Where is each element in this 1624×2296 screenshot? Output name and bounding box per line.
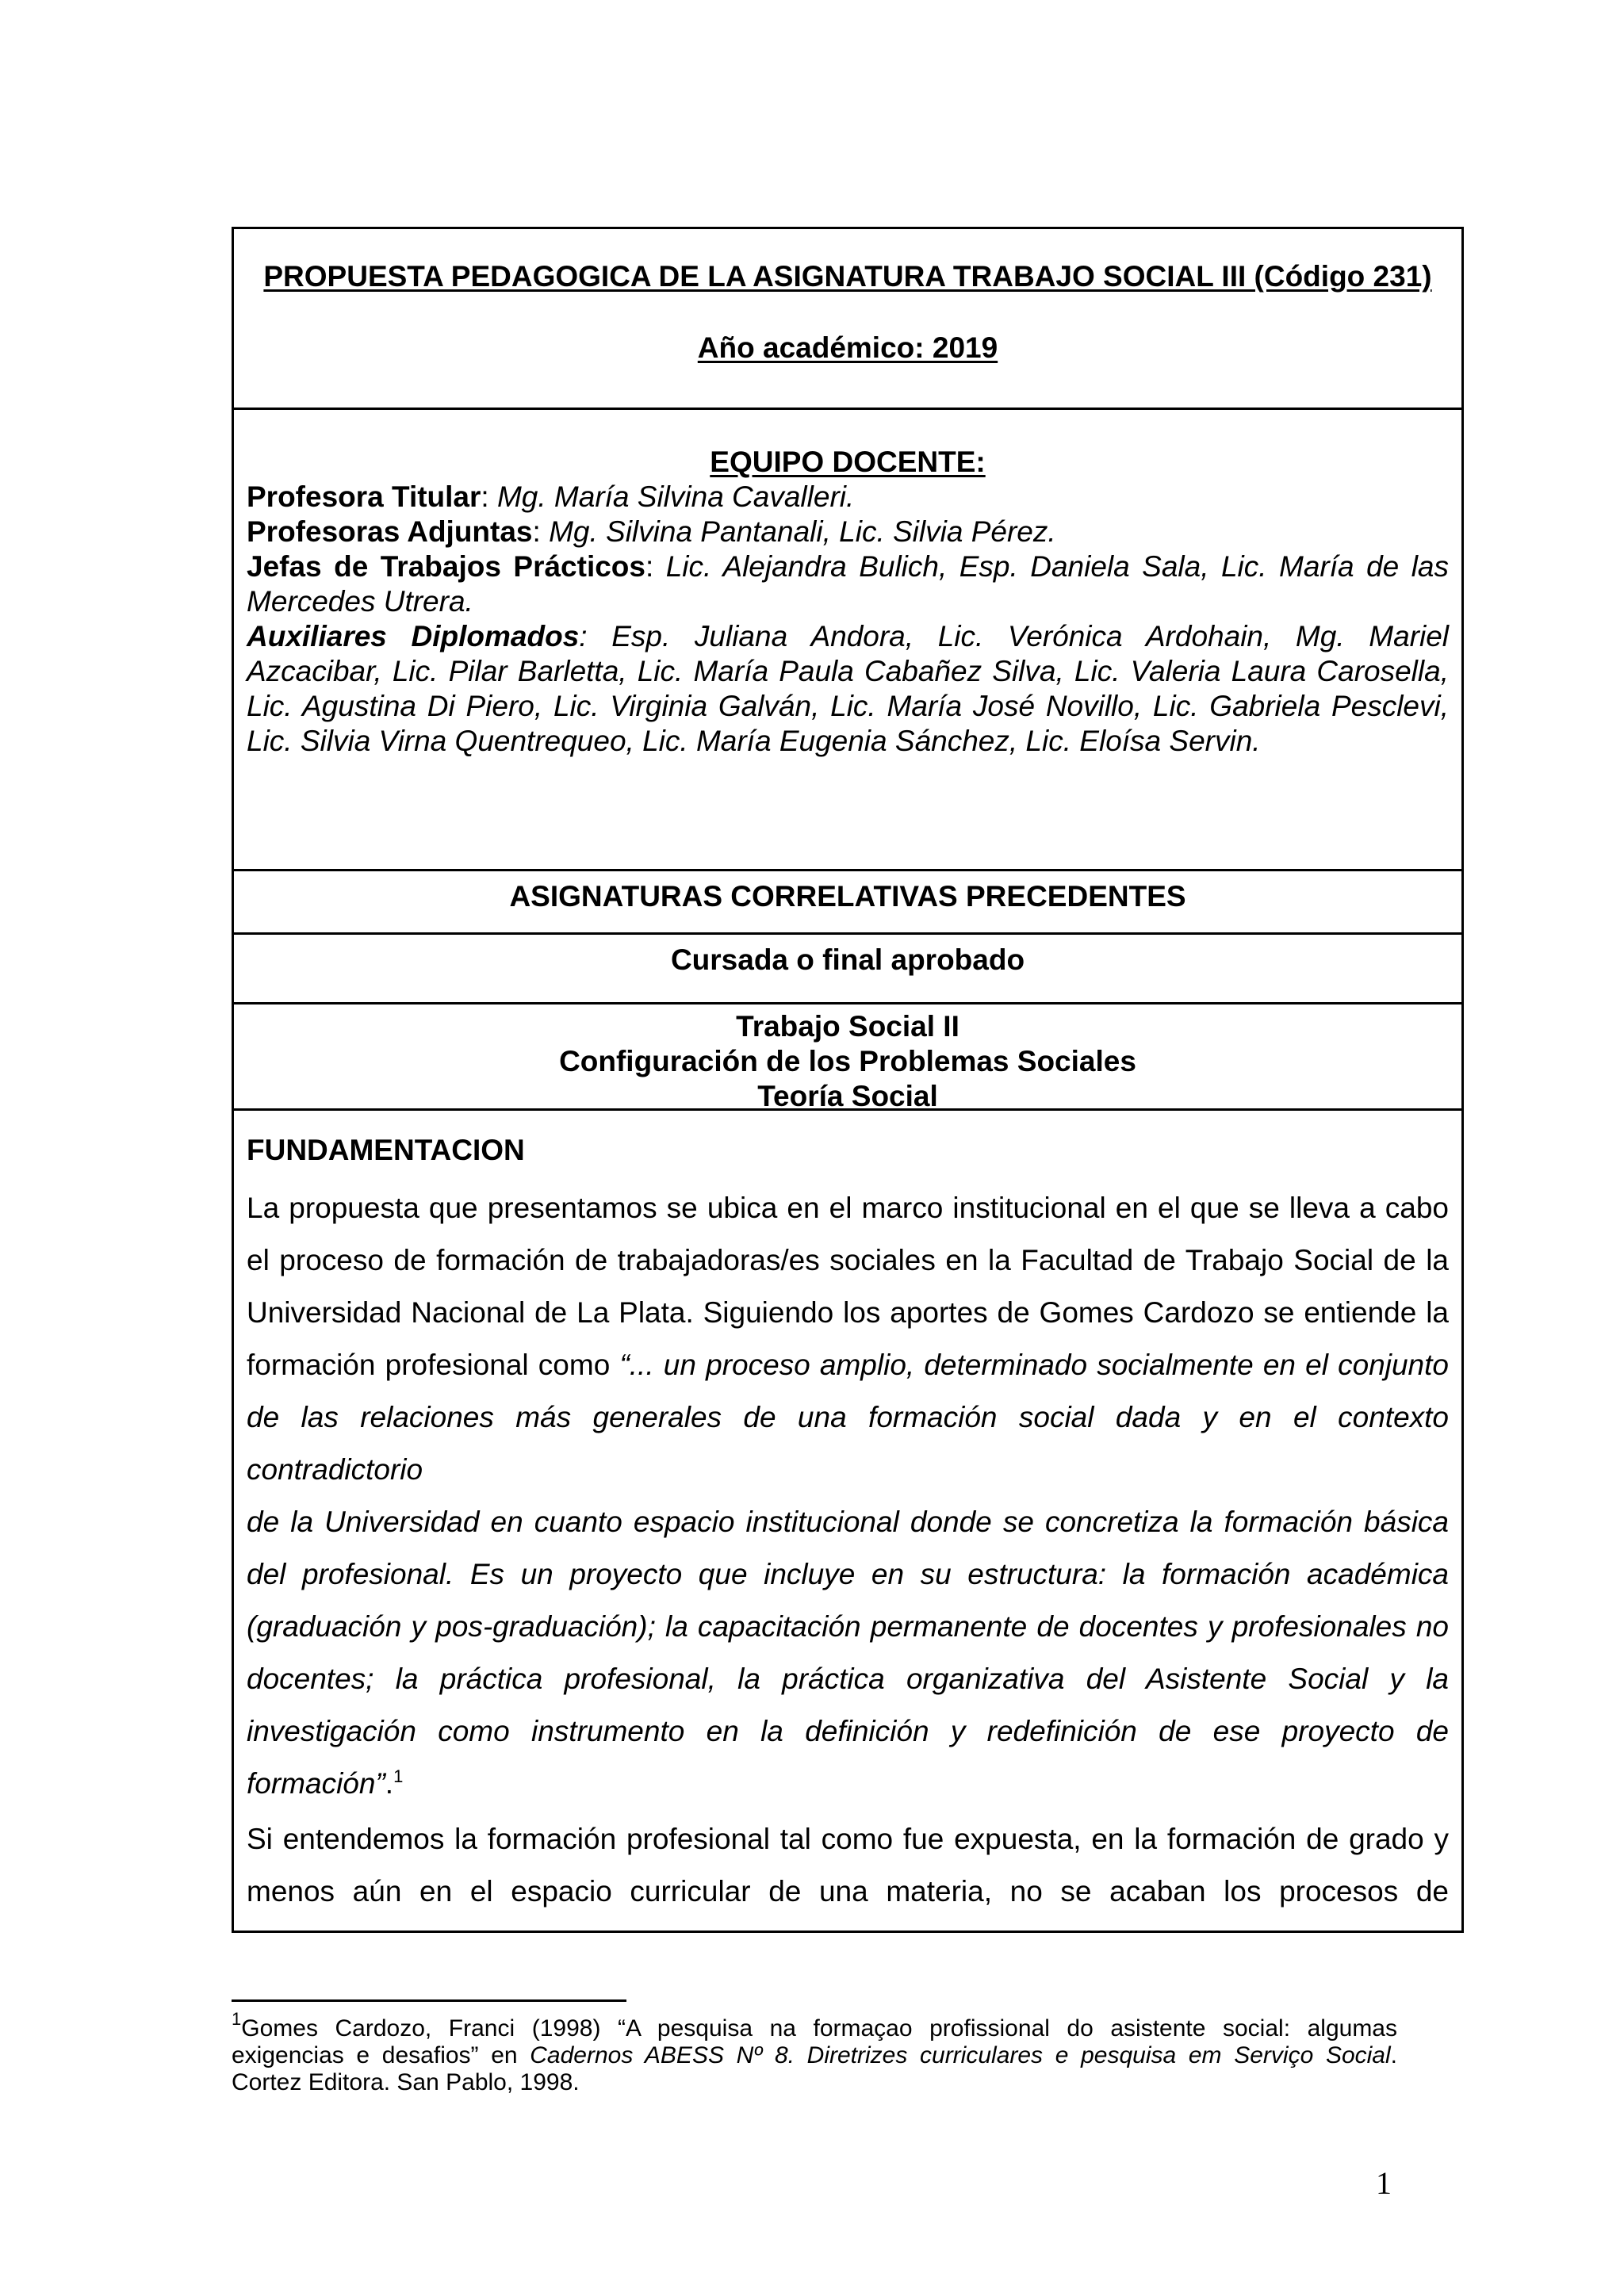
team-heading: EQUIPO DOCENTE: bbox=[710, 446, 986, 478]
jtp-line-2: Mercedes Utrera. bbox=[247, 585, 473, 618]
fundamentacion-paragraph-2 bbox=[247, 1813, 1449, 1918]
paragraph-line: (graduación y pos-graduación); la capacitación permanente de docentes y profesionales no bbox=[247, 1610, 1449, 1643]
paragraph-line: el proceso de formación de trabajadoras/es sociales en la Facultad de Trabajo Social de la bbox=[247, 1244, 1449, 1276]
paragraph-line: Universidad Nacional de La Plata. Siguiendo los aportes de Gomes Cardozo se entiende la bbox=[247, 1296, 1449, 1329]
titular-line: Profesora Titular: Mg. María Silvina Cavalleri. bbox=[247, 480, 855, 513]
page-number: 1 bbox=[1376, 2165, 1392, 2201]
subject-item: Teoría Social bbox=[757, 1080, 938, 1112]
adjuntas-value: Mg. Silvina Pantanali, Lic. Silvia Pérez. bbox=[549, 515, 1056, 548]
paragraph-line: menos aún en el espacio curricular de una materia, no se acaban los procesos de bbox=[247, 1875, 1449, 1908]
header-section bbox=[234, 229, 1461, 410]
subject-item: Configuración de los Problemas Sociales bbox=[559, 1045, 1136, 1077]
condition-row bbox=[234, 935, 1461, 1004]
titular-label: Profesora Titular bbox=[247, 480, 481, 513]
adjuntas-line: Profesoras Adjuntas: Mg. Silvina Pantanali, Lic. Silvia Pérez. bbox=[247, 515, 1056, 548]
footnote-reference[interactable]: 1 bbox=[393, 1766, 404, 1786]
document-frame bbox=[232, 227, 1464, 1933]
adjuntas-label: Profesoras Adjuntas bbox=[247, 515, 533, 548]
paragraph-line: La propuesta que presentamos se ubica en el marco institucional en el que se lleva a cabo bbox=[247, 1192, 1449, 1224]
aux-line-3: Lic. Agustina Di Piero, Lic. Virginia Galván, Lic. María José Novillo, Lic. Gabriela Pesclevi, bbox=[247, 690, 1449, 722]
correlativas-condition: Cursada o final aprobado bbox=[670, 943, 1025, 976]
paragraph-line: formación”.$^1$ bbox=[247, 1766, 404, 1800]
jtp-value: Lic. Alejandra Bulich, Esp. Daniela Sala, Lic. María de las bbox=[665, 550, 1449, 583]
aux-value: : Esp. Juliana Andora, Lic. Verónica Ardohain, Mg. Mariel bbox=[579, 620, 1449, 652]
paragraph-line: de la Universidad en cuanto espacio institucional donde se concretiza la formación básica bbox=[247, 1506, 1449, 1538]
footnote: $^1$Gomes Cardozo, Franci (1998) “A pesquisa na formaçao profissional do asistente social: algumas exigencias e desafios” en Cadernos ABESS Nº 8. Diretrizes curriculares e pesquisa em Serviço Social. Cortez Editora. San Pablo, 1998. bbox=[232, 2009, 1397, 2095]
correlativas-heading: ASIGNATURAS CORRELATIVAS PRECEDENTES bbox=[509, 880, 1186, 913]
academic-year: Año académico: 2019 bbox=[697, 331, 998, 364]
paragraph-line: Si entendemos la formación profesional tal como fue expuesta, en la formación de grado y bbox=[247, 1823, 1449, 1855]
paragraph-line: del profesional. Es un proyecto que incluye en su estructura: la formación académica bbox=[247, 1558, 1449, 1590]
paragraph-line: de las relaciones más generales de una formación social dada y en el contexto contradictorio bbox=[247, 1401, 1449, 1486]
correlativas-heading-row bbox=[234, 871, 1461, 935]
aux-line-4: Lic. Silvia Virna Quentrequeo, Lic. María Eugenia Sánchez, Lic. Eloísa Servin. bbox=[247, 725, 1261, 757]
subject-item: Trabajo Social II bbox=[736, 1010, 959, 1043]
footnote-number: 1 bbox=[232, 2009, 242, 2029]
jtp-line: Jefas de Trabajos Prácticos: Lic. Alejandra Bulich, Esp. Daniela Sala, Lic. María de las bbox=[247, 550, 1449, 583]
fundamentacion-heading: FUNDAMENTACION bbox=[247, 1134, 525, 1166]
footnote-separator bbox=[232, 1999, 626, 2002]
jtp-label: Jefas de Trabajos Prácticos bbox=[247, 550, 645, 583]
aux-line bbox=[247, 619, 1449, 654]
team-section bbox=[234, 410, 1461, 871]
paragraph-line: docentes; la práctica profesional, la práctica organizativa del Asistente Social y la bbox=[247, 1663, 1449, 1695]
titular-value: Mg. María Silvina Cavalleri. bbox=[496, 480, 855, 513]
document-title: PROPUESTA PEDAGOGICA DE LA ASIGNATURA TRABAJO SOCIAL III (Código 231) bbox=[263, 260, 1432, 293]
paragraph-line: formación profesional como “... un proceso amplio, determinado socialmente en el conjunto bbox=[247, 1349, 1449, 1381]
paragraph-line: investigación como instrumento en la definición y redefinición de ese proyecto de bbox=[247, 1715, 1449, 1747]
fundamentacion-paragraph-1 bbox=[247, 1182, 1449, 1810]
subjects-row bbox=[234, 1004, 1461, 1111]
aux-label: Auxiliares Diplomados bbox=[247, 620, 580, 652]
aux-line-2: Azcacibar, Lic. Pilar Barletta, Lic. María Paula Cabañez Silva, Lic. Valeria Laura Carosella, bbox=[247, 655, 1449, 687]
